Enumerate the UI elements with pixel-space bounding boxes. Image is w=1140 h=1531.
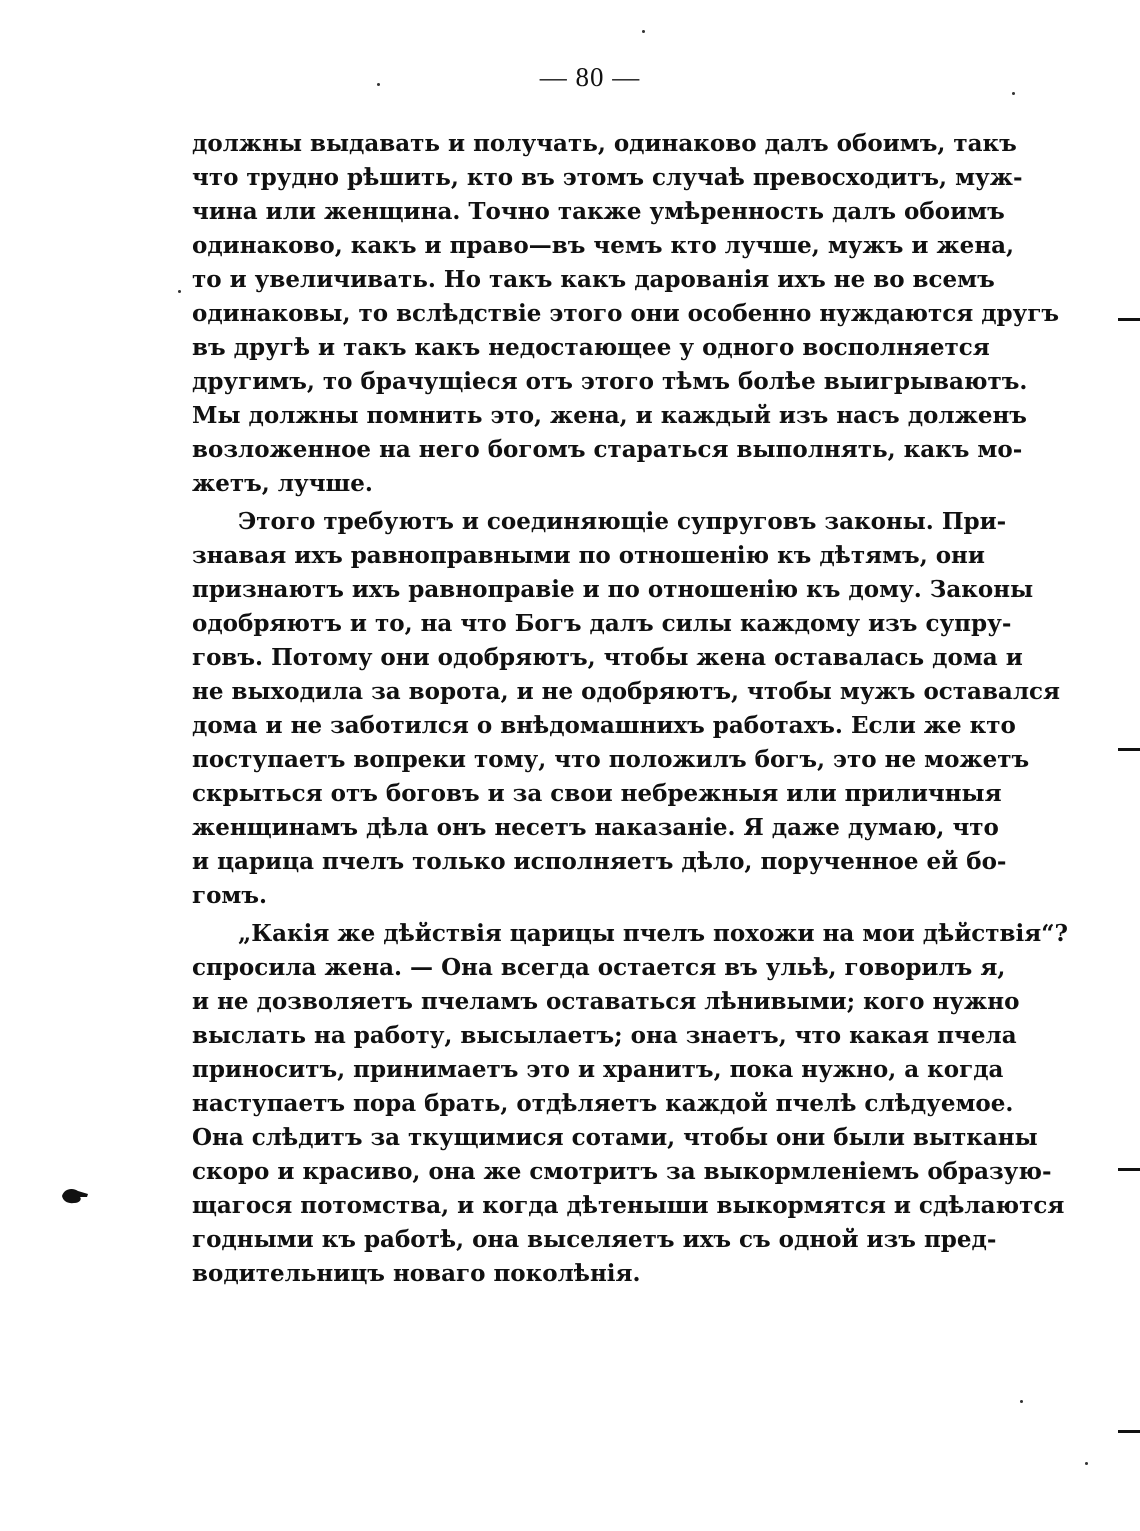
text-line: дома и не заботился о внѣдомашнихъ работахъ. Если же кто	[192, 712, 1016, 739]
text-line: что трудно рѣшить, кто въ этомъ случаѣ превосходитъ, муж-	[192, 164, 1023, 191]
pointing-hand-icon	[60, 1185, 90, 1207]
text-line: и не дозволяетъ пчеламъ оставаться лѣнивыми; кого нужно	[192, 988, 1020, 1015]
text-line: одинаковы, то вслѣдствіе этого они особенно нуждаются другъ	[192, 300, 1060, 327]
text-line: другимъ, то брачущіеся отъ этого тѣмъ болѣе выигрываютъ.	[192, 368, 1028, 395]
text-line: и царица пчелъ только исполняетъ дѣло, порученное ей бо-	[192, 848, 1007, 875]
text-line: скоро и красиво, она же смотритъ за выкормленіемъ образую-	[192, 1158, 1052, 1185]
scan-speck	[1012, 92, 1015, 95]
text-line: гомъ.	[192, 882, 268, 909]
scan-speck	[377, 83, 380, 86]
scan-speck	[178, 290, 181, 293]
text-line: жетъ, лучше.	[192, 470, 373, 497]
text-line: женщинамъ дѣла онъ несетъ наказаніе. Я даже думаю, что	[192, 814, 999, 841]
margin-tick-mark	[1118, 1430, 1140, 1433]
scan-speck	[642, 30, 645, 33]
body-text	[192, 127, 1068, 1291]
text-line: въ другѣ и такъ какъ недостающее у одного восполняется	[192, 334, 990, 361]
text-line: Она слѣдитъ за ткущимися сотами, чтобы они были вытканы	[192, 1124, 1038, 1151]
text-line: водительницъ новаго поколѣнія.	[192, 1260, 641, 1287]
text-line: щагося потомства, и когда дѣтеныши выкормятся и сдѣлаются	[192, 1192, 1065, 1219]
text-line: годными къ работѣ, она выселяетъ ихъ съ одной изъ пред-	[192, 1226, 997, 1253]
text-line: должны выдавать и получать, одинаково далъ обоимъ, такъ	[192, 130, 1017, 157]
text-line: Этого требуютъ и соединяющіе супруговъ законы. При-	[238, 508, 1007, 535]
text-line: признаютъ ихъ равноправіе и по отношенію къ дому. Законы	[192, 576, 1034, 603]
text-line: возложенное на него богомъ стараться выполнять, какъ мо-	[192, 436, 1023, 463]
margin-tick-mark	[1118, 1168, 1140, 1171]
text-line: Мы должны помнить это, жена, и каждый изъ насъ долженъ	[192, 402, 1027, 429]
text-line: знавая ихъ равноправными по отношенію къ дѣтямъ, они	[192, 542, 985, 569]
margin-tick-mark	[1118, 748, 1140, 751]
scan-speck	[1020, 1400, 1023, 1403]
paragraph	[192, 917, 1068, 1291]
text-line: скрыться отъ боговъ и за свои небрежныя или приличныя	[192, 780, 1002, 807]
text-line: чина или женщина. Точно также умѣренность далъ обоимъ	[192, 198, 1005, 225]
margin-tick-mark	[1118, 318, 1140, 321]
scan-speck	[1085, 1462, 1088, 1465]
text-line: одобряютъ и то, на что Богъ далъ силы каждому изъ супру-	[192, 610, 1012, 637]
paragraph	[192, 505, 1061, 913]
paragraph	[192, 127, 1060, 501]
text-line: приноситъ, принимаетъ это и хранитъ, пока нужно, а когда	[192, 1056, 1004, 1083]
text-line: то и увеличивать. Но такъ какъ дарованія ихъ не во всемъ	[192, 266, 995, 293]
text-line: говъ. Потому они одобряютъ, чтобы жена оставалась дома и	[192, 644, 1023, 671]
text-line: „Какія же дѣйствія царицы пчелъ похожи на мои дѣйствія“?	[238, 920, 1068, 947]
text-line: одинаково, какъ и право—въ чемъ кто лучше, мужъ и жена,	[192, 232, 1015, 259]
text-line: не выходила за ворота, и не одобряютъ, чтобы мужъ оставался	[192, 678, 1061, 705]
text-line: поступаетъ вопреки тому, что положилъ богъ, это не можетъ	[192, 746, 1030, 773]
page-number: — 80 —	[539, 62, 641, 92]
text-line: спросила жена. — Она всегда остается въ ульѣ, говорилъ я,	[192, 954, 1006, 981]
text-line: наступаетъ пора брать, отдѣляетъ каждой пчелѣ слѣдуемое.	[192, 1090, 1014, 1117]
text-line: выслать на работу, высылаетъ; она знаетъ, что какая пчела	[192, 1022, 1017, 1049]
